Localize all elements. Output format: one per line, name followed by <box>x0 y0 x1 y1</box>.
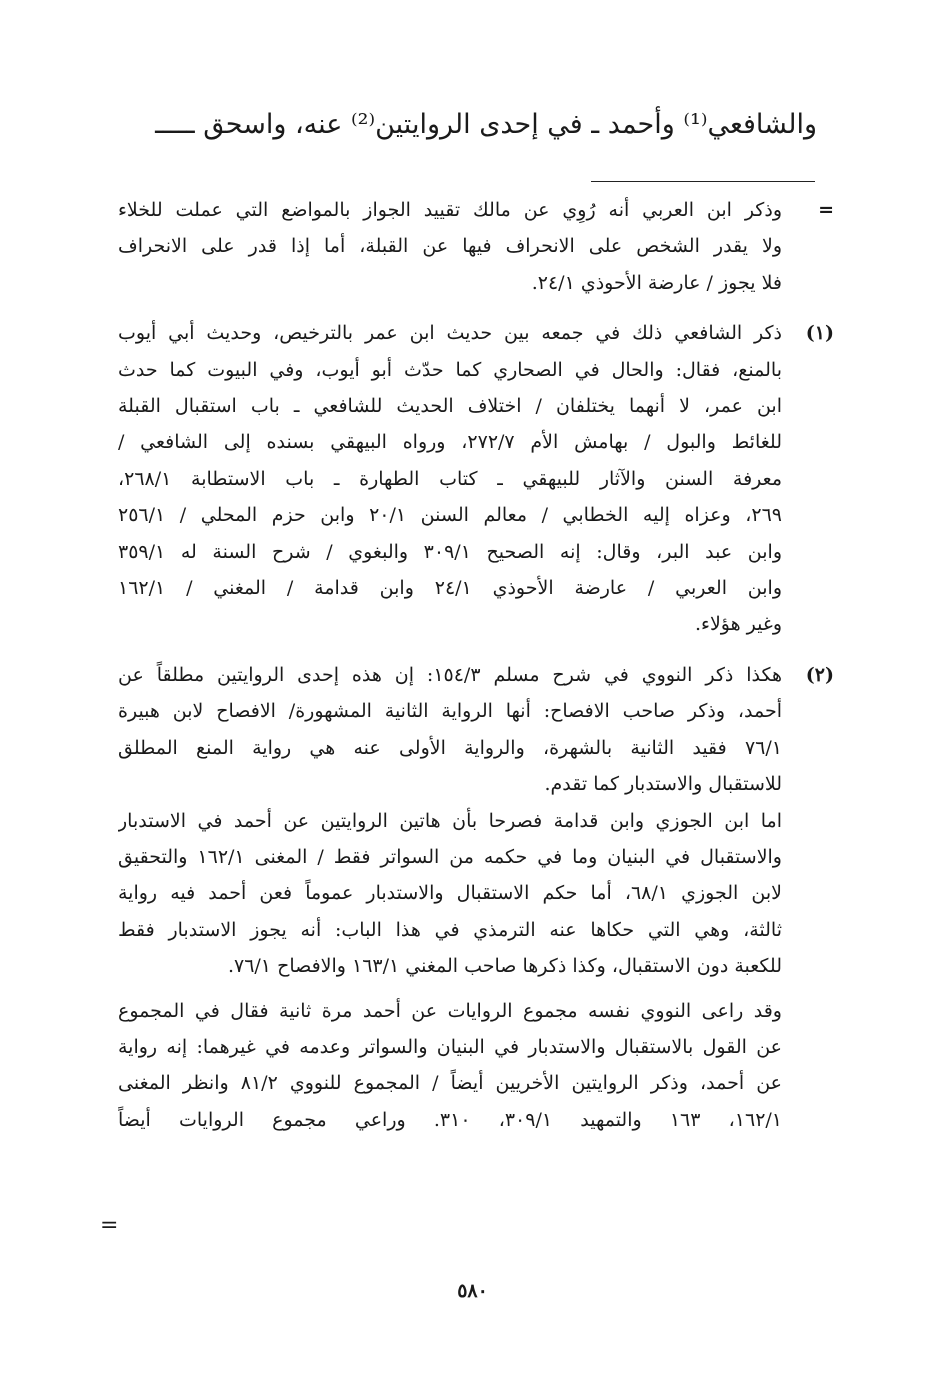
footnote-line: عن أحمد، وذكر الروايتين الأخريين أيضاً / المجموع للنووي ٨١/٢ وانظر المغنى <box>118 1072 782 1095</box>
footnote-line: ٧٦/١ فقيد الثانية بالشهرة، والرواية الأولى عنه هي رواية المنع المطلق <box>118 736 782 759</box>
footnote-line: للغائط والبول / بهامش الأم ٢٧٢/٧، ورواه البيهقي بسنده إلى الشافعي / <box>118 431 782 454</box>
footnote-line: للكعبة دون الاستقبال، وكذا ذكرها صاحب المغني ١٦٣/١ والافصاح ٧٦/١. <box>227 955 782 978</box>
footnote-number: (١) <box>805 322 834 345</box>
footnote-line: بالمنع، فقال: والحال في الصحاري كما حدّث أبو أيوب، وفي البيوت كما حدث <box>118 358 782 381</box>
footnote-continuation <box>118 192 834 301</box>
continuation-marker: = <box>818 199 834 221</box>
footnote-line: ٢٦٩، وعزاه إليه الخطابي / معالم السنن ٢٠/١ وابن حزم المحلي / ٢٥٦/١ <box>118 504 782 527</box>
footnote-line: لابن الجوزي ٦٨/١، أما حكم الاستقبال والاستدبار عموماً فعن أحمد فيه رواية <box>118 882 782 905</box>
footnote-line: ذكر الشافعي ذلك في جمعه بين حديث ابن عمر بالترخيص، وحديث أبي أيوب <box>118 322 782 345</box>
footnote-line: والاستقبال في البنيان وما في حكمه من السواتر فقط / المغنى ١٦٢/١ والتحقيق <box>118 845 782 868</box>
footnotes-section <box>118 192 834 1152</box>
paragraph-gap <box>118 985 782 993</box>
footnote-number: (٢) <box>805 663 834 686</box>
footnote-line: معرفة السنن والآثار للبيهقي ـ كتاب الطهارة ـ باب الاستطابة ٢٦٨/١، <box>118 467 782 490</box>
footnote-line: هكذا ذكر النووي في شرح مسلم ١٥٤/٣: إن هذه إحدى الروايتين مطلقاً عن <box>118 663 782 686</box>
footnote-separator-rule <box>591 181 815 182</box>
footnote-line: ١٦٢/١، ١٦٣ والتمهيد ٣٠٩/١، ٣١٠. وراعي مجموع الروايات أيضاً <box>118 1108 782 1131</box>
footnote-line: ثالثة، وهي التي حكاها عنه الترمذي في هذا الباب: أنه يجوز الاستدبار فقط <box>118 918 782 941</box>
continuation-mark-end: = <box>100 1213 119 1238</box>
page-number: ٥٨٠ <box>457 1280 488 1302</box>
footnote-line: وابن عبد البر، وقال: إنه الصحيح ٣٠٩/١ والبغوي / شرح السنة له ٣٥٩/١ <box>118 540 782 563</box>
footnote-2 <box>118 657 834 1138</box>
footnote-line: ابن عمر، لا أنهما يختلفان / اختلاف الحديث للشافعي ـ باب استقبال القبلة <box>118 395 782 418</box>
footnote-line: اما ابن الجوزي وابن قدامة فصرحا بأن هاتين الروايتين عن أحمد في الاستدبار <box>118 809 782 832</box>
footnote-line: للاستقبال والاستدبار كما تقدم. <box>544 773 782 796</box>
footnote-line: عن القول بالاستقبال والاستدبار في البنيان والسواتر وعدمه في غيرهما: إنه رواية <box>118 1035 782 1058</box>
footnote-line: أحمد، وذكر صاحب الافصاح: أنها الرواية الثانية المشهورة/ الافصاح لابن هبيرة <box>118 700 782 723</box>
footnote-line: ولا يقدر الشخص على الانحراف فيها عن القبلة، أما إذا قدر على الانحراف <box>118 235 782 258</box>
footnote-line: وغير هؤلاء. <box>694 613 782 636</box>
footnote-line: فلا يجوز / عارضة الأحوذي ٢٤/١. <box>531 271 782 294</box>
footnote-line: وابن العربي / عارضة الأحوذي ٢٤/١ وابن قدامة / المغني / ١٦٢/١ <box>118 577 782 600</box>
main-text-line: والشافعي⁽¹⁾ وأحمد ـ في إحدى الروايتين⁽²⁾ عنه، واسحق ـــــ <box>155 109 817 140</box>
footnote-line: وذكر ابن العربي أنه رُوِي عن مالك تقييد الجواز بالمواضع التي عملت للخلاء <box>118 199 782 221</box>
footnote-line: وقد راعى النووي نفسه مجموع الروايات عن أحمد مرة ثانية فقال في المجموع <box>118 999 782 1022</box>
footnote-1 <box>118 315 834 643</box>
